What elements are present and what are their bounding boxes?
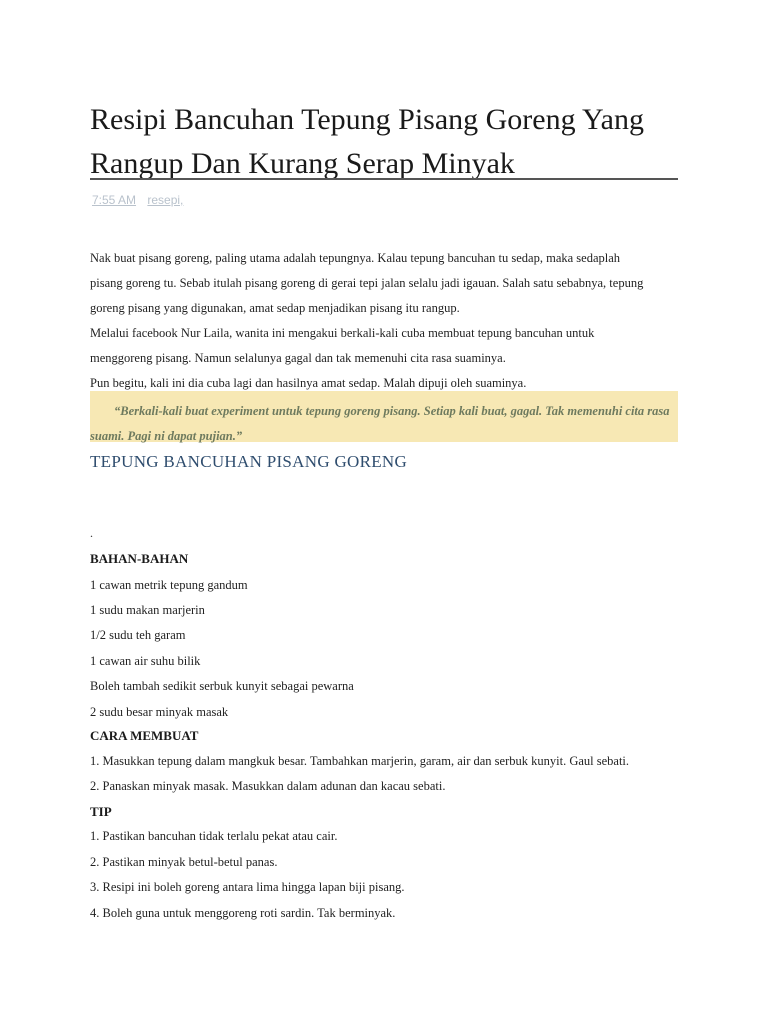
ingredient-item: 2 sudu besar minyak masak <box>90 705 229 719</box>
title-divider <box>90 178 678 180</box>
quote-text: “Berkali-kali buat experiment untuk tepung goreng pisang. Setiap kali buat, gagal. Tak memenuhi cita rasa suami. Pagi ni dapat pujian.” <box>90 404 670 443</box>
method-step: 1. Masukkan tepung dalam mangkuk besar. Tambahkan marjerin, garam, air dan serbuk kunyit. Gaul sebati. <box>90 754 630 768</box>
ingredients-heading: BAHAN-BAHAN <box>90 551 189 566</box>
section-title: TEPUNG BANCUHAN PISANG GORENG <box>90 452 408 471</box>
intro-line: Melalui facebook Nur Laila, wanita ini mengakui berkali-kali cuba membuat tepung bancuhan untuk <box>90 326 595 340</box>
ingredient-item: 1 sudu makan marjerin <box>90 603 205 617</box>
article-title: Resipi Bancuhan Tepung Pisang Goreng Yang Rangup Dan Kurang Serap Minyak <box>90 103 644 180</box>
intro-line: Nak buat pisang goreng, paling utama adalah tepungnya. Kalau tepung bancuhan tu sedap, maka sedaplah <box>90 251 621 265</box>
post-time-link[interactable]: 7:55 AM <box>92 193 137 207</box>
highlighted-quote <box>90 391 678 442</box>
post-label-link[interactable]: resepi, <box>147 193 184 207</box>
ingredient-item: 1 cawan metrik tepung gandum <box>90 578 248 592</box>
tip-item: 2. Pastikan minyak betul-betul panas. <box>90 855 278 869</box>
tip-item: 3. Resipi ini boleh goreng antara lima hingga lapan biji pisang. <box>90 880 405 894</box>
stray-dot: . <box>90 526 93 540</box>
ingredient-item: Boleh tambah sedikit serbuk kunyit sebagai pewarna <box>90 679 354 693</box>
intro-line: menggoreng pisang. Namun selalunya gagal dan tak memenuhi cita rasa suaminya. <box>90 351 506 365</box>
ingredient-item: 1/2 sudu teh garam <box>90 628 186 642</box>
intro-line: goreng pisang yang digunakan, amat sedap menjadikan pisang itu rangup. <box>90 301 460 315</box>
intro-line: pisang goreng tu. Sebab itulah pisang goreng di gerai tepi jalan selalu jadi igauan. Salah satu sebabnya, tepung <box>90 276 644 290</box>
tip-item: 4. Boleh guna untuk menggoreng roti sardin. Tak berminyak. <box>90 906 396 920</box>
post-meta <box>92 193 191 207</box>
intro-line: Pun begitu, kali ini dia cuba lagi dan hasilnya amat sedap. Malah dipuji oleh suaminya. <box>90 376 527 390</box>
tips-heading: TIP <box>90 804 112 819</box>
ingredient-item: 1 cawan air suhu bilik <box>90 654 201 668</box>
method-heading: CARA MEMBUAT <box>90 728 199 743</box>
tip-item: 1. Pastikan bancuhan tidak terlalu pekat atau cair. <box>90 829 338 843</box>
method-step: 2. Panaskan minyak masak. Masukkan dalam adunan dan kacau sebati. <box>90 779 446 793</box>
